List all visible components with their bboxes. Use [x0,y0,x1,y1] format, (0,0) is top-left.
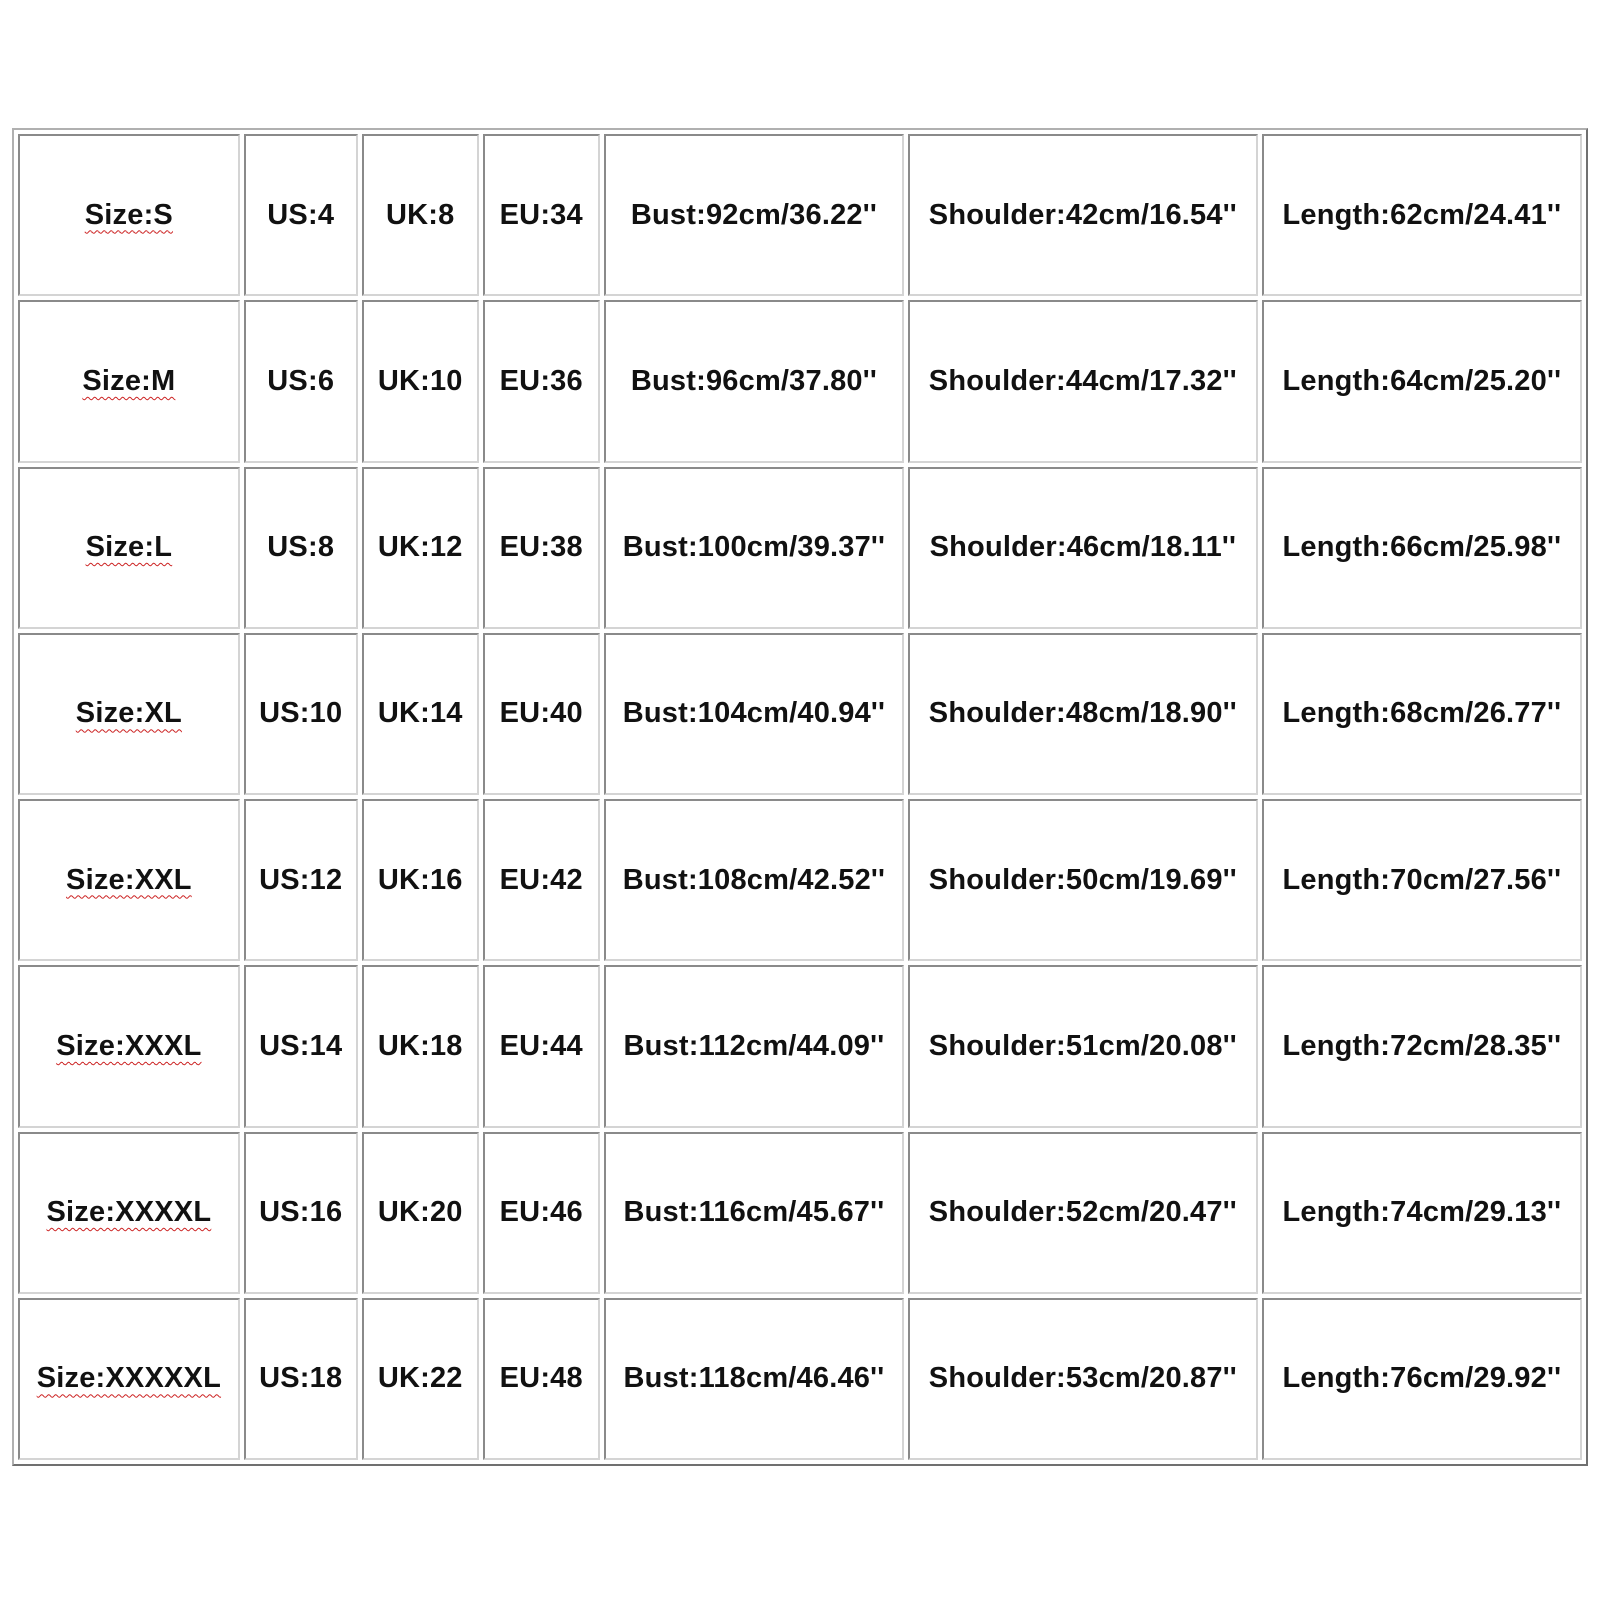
uk-size-cell: UK:20 [362,1132,479,1294]
us-size-cell: US:4 [244,134,358,296]
shoulder-cell: Shoulder:46cm/18.11'' [908,467,1258,629]
size-cell [18,965,240,1127]
table-row [18,965,1582,1127]
size-label: Size:XL [75,697,182,730]
length-cell: Length:62cm/24.41'' [1262,134,1582,296]
length-cell: Length:68cm/26.77'' [1262,633,1582,795]
uk-size-cell: UK:14 [362,633,479,795]
length-cell: Length:70cm/27.56'' [1262,799,1582,961]
us-size-cell: US:16 [244,1132,358,1294]
size-label: Size:XXXXXL [36,1362,222,1395]
uk-size-cell: UK:10 [362,300,479,462]
table-row [18,633,1582,795]
length-cell: Length:76cm/29.92'' [1262,1298,1582,1460]
table-row [18,799,1582,961]
shoulder-cell: Shoulder:51cm/20.08'' [908,965,1258,1127]
length-cell: Length:72cm/28.35'' [1262,965,1582,1127]
size-cell [18,1298,240,1460]
us-size-cell: US:10 [244,633,358,795]
table-row [18,300,1582,462]
shoulder-cell: Shoulder:53cm/20.87'' [908,1298,1258,1460]
uk-size-cell: UK:12 [362,467,479,629]
shoulder-cell: Shoulder:48cm/18.90'' [908,633,1258,795]
eu-size-cell: EU:42 [483,799,600,961]
size-chart [12,128,1588,1466]
bust-cell: Bust:100cm/39.37'' [604,467,904,629]
eu-size-cell: EU:40 [483,633,600,795]
size-label: Size:S [84,198,173,231]
shoulder-cell: Shoulder:42cm/16.54'' [908,134,1258,296]
bust-cell: Bust:118cm/46.46'' [604,1298,904,1460]
uk-size-cell: UK:22 [362,1298,479,1460]
eu-size-cell: EU:44 [483,965,600,1127]
us-size-cell: US:8 [244,467,358,629]
size-label: Size:M [82,364,176,397]
eu-size-cell: EU:34 [483,134,600,296]
bust-cell: Bust:112cm/44.09'' [604,965,904,1127]
size-cell [18,300,240,462]
uk-size-cell: UK:18 [362,965,479,1127]
length-cell: Length:66cm/25.98'' [1262,467,1582,629]
bust-cell: Bust:108cm/42.52'' [604,799,904,961]
length-cell: Length:74cm/29.13'' [1262,1132,1582,1294]
size-label: Size:XXXL [56,1029,202,1062]
table-row [18,467,1582,629]
eu-size-cell: EU:38 [483,467,600,629]
table-row [18,134,1582,296]
uk-size-cell: UK:8 [362,134,479,296]
size-label: Size:XXL [66,863,192,896]
size-cell [18,467,240,629]
us-size-cell: US:6 [244,300,358,462]
length-cell: Length:64cm/25.20'' [1262,300,1582,462]
shoulder-cell: Shoulder:50cm/19.69'' [908,799,1258,961]
shoulder-cell: Shoulder:52cm/20.47'' [908,1132,1258,1294]
us-size-cell: US:14 [244,965,358,1127]
eu-size-cell: EU:46 [483,1132,600,1294]
us-size-cell: US:12 [244,799,358,961]
us-size-cell: US:18 [244,1298,358,1460]
size-cell [18,633,240,795]
eu-size-cell: EU:48 [483,1298,600,1460]
size-cell [18,799,240,961]
size-cell [18,1132,240,1294]
size-label: Size:XXXXL [46,1196,212,1229]
uk-size-cell: UK:16 [362,799,479,961]
table-row [18,1132,1582,1294]
bust-cell: Bust:116cm/45.67'' [604,1132,904,1294]
size-label: Size:L [85,531,173,564]
size-chart-table [14,130,1586,1464]
bust-cell: Bust:92cm/36.22'' [604,134,904,296]
size-cell [18,134,240,296]
bust-cell: Bust:96cm/37.80'' [604,300,904,462]
eu-size-cell: EU:36 [483,300,600,462]
table-row [18,1298,1582,1460]
bust-cell: Bust:104cm/40.94'' [604,633,904,795]
shoulder-cell: Shoulder:44cm/17.32'' [908,300,1258,462]
